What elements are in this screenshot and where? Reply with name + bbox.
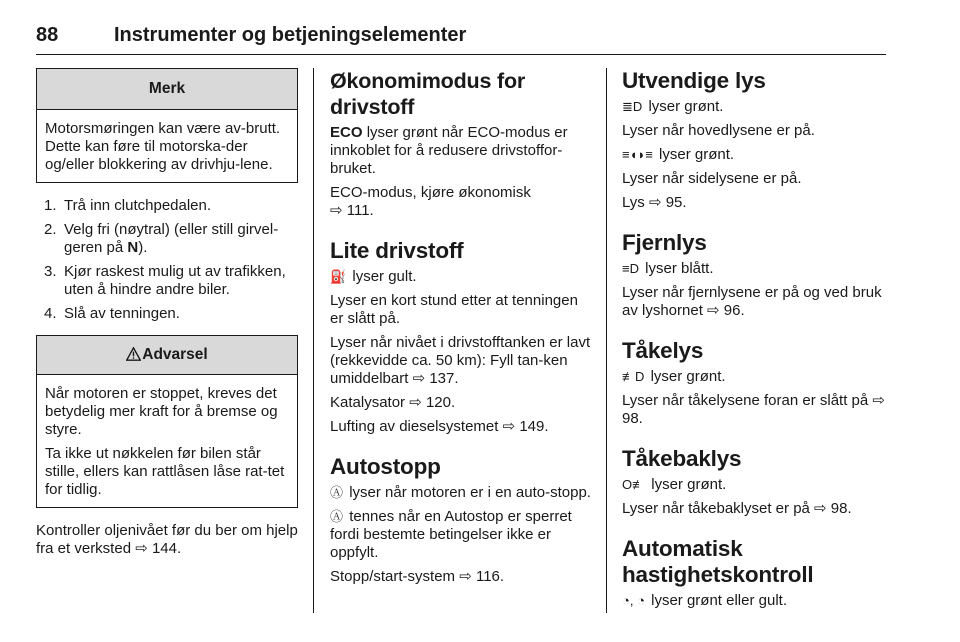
reference-arrow-icon: ⇨: [707, 302, 720, 319]
exterior-indicator-1: ≣D lyser grønt.: [622, 98, 724, 115]
exterior-indicator-2: ≡◖◗≡ lyser grønt.: [622, 146, 735, 163]
warning-text-2: Ta ikke ut nøkkelen før bilen står stille, ellers kan rattlåsen låse rat-tet for tidlig.: [45, 445, 285, 498]
exterior-reference: Lys ⇨ 95.: [622, 194, 687, 211]
section-heading-highbeam: Fjernlys: [622, 230, 707, 255]
eco-paragraph: ECO lyser grønt når ECO-modus er innkoblet for å redusere drivstoffor-bruket.: [330, 124, 568, 177]
note-box: [36, 68, 298, 183]
front-fog-icon: ≢D: [622, 369, 645, 384]
section-heading-cruise-2: hastighetskontroll: [622, 562, 814, 587]
exterior-text-1: Lyser når hovedlysene er på.: [622, 122, 815, 139]
column-divider: [313, 68, 314, 613]
cruise-indicator: ◔, ◔ lyser grønt eller gult.: [622, 592, 787, 609]
highbeam-text: Lyser når fjernlysene er på og ved bruk av lyshornet ⇨ 96.: [622, 284, 882, 319]
reference-arrow-icon: ⇨: [412, 370, 426, 387]
side-lights-icon: ≡◖◗≡: [622, 147, 653, 162]
reference-arrow-icon: ⇨: [459, 568, 472, 585]
reference-arrow-icon: ⇨: [330, 202, 343, 219]
rearfog-indicator: O≢ lyser grønt.: [622, 476, 727, 493]
warning-triangle-icon: [126, 338, 141, 376]
note-title: Merk: [37, 69, 297, 110]
autostop-text-2: Ⓐ tennes når en Autostop er sperret fordi bestemte betingelser ikke er oppfylt.: [330, 508, 572, 561]
exterior-text-2: Lyser når sidelysene er på.: [622, 170, 802, 187]
warning-text-1: Når motoren er stoppet, kreves det betydelig mer kraft for å bremse og styre.: [45, 385, 278, 438]
column-2: [330, 68, 592, 592]
fuel-pump-icon: ⛽: [330, 269, 347, 284]
list-item: 4. Slå av tenningen.: [44, 305, 180, 322]
low-beam-icon: ≣D: [622, 99, 643, 114]
section-heading-eco: Økonomimodus for drivstoff: [330, 69, 526, 119]
rear-fog-icon: O≢: [622, 477, 646, 492]
fog-indicator: ≢D lyser grønt.: [622, 368, 726, 385]
autostop-text-1: Ⓐ lyser når motoren er i en auto-stopp.: [330, 484, 591, 501]
list-item: 1. Trå inn clutchpedalen.: [44, 197, 212, 214]
note-text: Motorsmøringen kan være av-brutt. Dette kan føre til motorska-der og/eller blokkering av drivhju-lene.: [45, 120, 281, 173]
high-beam-icon: ≡D: [622, 261, 639, 276]
page-header: [36, 24, 886, 55]
lowfuel-indicator: ⛽ lyser gult.: [330, 268, 417, 285]
reference-arrow-icon: ⇨: [409, 394, 422, 411]
lowfuel-text-1: Lyser en kort stund etter at tenningen er slått på.: [330, 292, 578, 327]
note-body: [37, 110, 297, 182]
steps-list: [36, 197, 298, 323]
autostop-icon: Ⓐ: [330, 485, 344, 500]
autostop-off-icon: Ⓐ: [330, 509, 344, 524]
reference-arrow-icon: ⇨: [872, 392, 885, 409]
lowfuel-text-2: Lyser når nivået i drivstofftanken er lavt (rekkevidde ca. 50 km): Fyll tan-ken umiddelbart ⇨ 137.: [330, 334, 591, 387]
page-reference: 144.: [151, 540, 182, 557]
eco-reference: ECO-modus, kjøre økonomisk ⇨ 111.: [330, 184, 531, 219]
autostop-text-3: Stopp/start-system ⇨ 116.: [330, 568, 505, 585]
section-heading-cruise-1: Automatisk: [622, 536, 743, 561]
list-item: 2. Velg fri (nøytral) (eller still girvel-geren på N).: [44, 221, 279, 256]
chapter-title: Instrumenter og betjeningselementer: [114, 24, 467, 46]
cruise-control-icon: ◔, ◔: [622, 593, 645, 608]
highbeam-indicator: ≡D lyser blått.: [622, 260, 714, 277]
fog-text: Lyser når tåkelysene foran er slått på ⇨ 98.: [622, 392, 885, 427]
warning-body: [37, 375, 297, 507]
reference-arrow-icon: ⇨: [502, 418, 516, 435]
lowfuel-text-3: Katalysator ⇨ 120.: [330, 394, 456, 411]
section-heading-exterior: Utvendige lys: [622, 68, 766, 93]
warning-box: [36, 335, 298, 508]
section-heading-rearfog: Tåkebaklys: [622, 446, 742, 471]
section-heading-lowfuel: Lite drivstoff: [330, 238, 464, 263]
eco-label: ECO: [330, 124, 363, 141]
page-number: 88: [36, 24, 59, 46]
section-heading-fog: Tåkelys: [622, 338, 704, 363]
warning-title: Advarsel: [142, 346, 208, 363]
reference-arrow-icon: ⇨: [135, 540, 148, 557]
lowfuel-text-4: Lufting av dieselsystemet ⇨ 149.: [330, 418, 549, 435]
column-3: [622, 68, 890, 616]
section-heading-autostop: Autostopp: [330, 454, 441, 479]
column-divider: [606, 68, 607, 613]
reference-arrow-icon: ⇨: [648, 194, 662, 211]
closing-paragraph: Kontroller oljenivået før du ber om hjelp fra et verksted ⇨ 144.: [36, 522, 298, 557]
rearfog-text: Lyser når tåkebaklyset er på ⇨ 98.: [622, 500, 852, 517]
column-1: [36, 68, 298, 564]
warning-title-row: [37, 336, 297, 375]
list-item: 3. Kjør raskest mulig ut av trafikken, uten å hindre andre biler.: [44, 263, 286, 298]
reference-arrow-icon: ⇨: [814, 500, 827, 517]
